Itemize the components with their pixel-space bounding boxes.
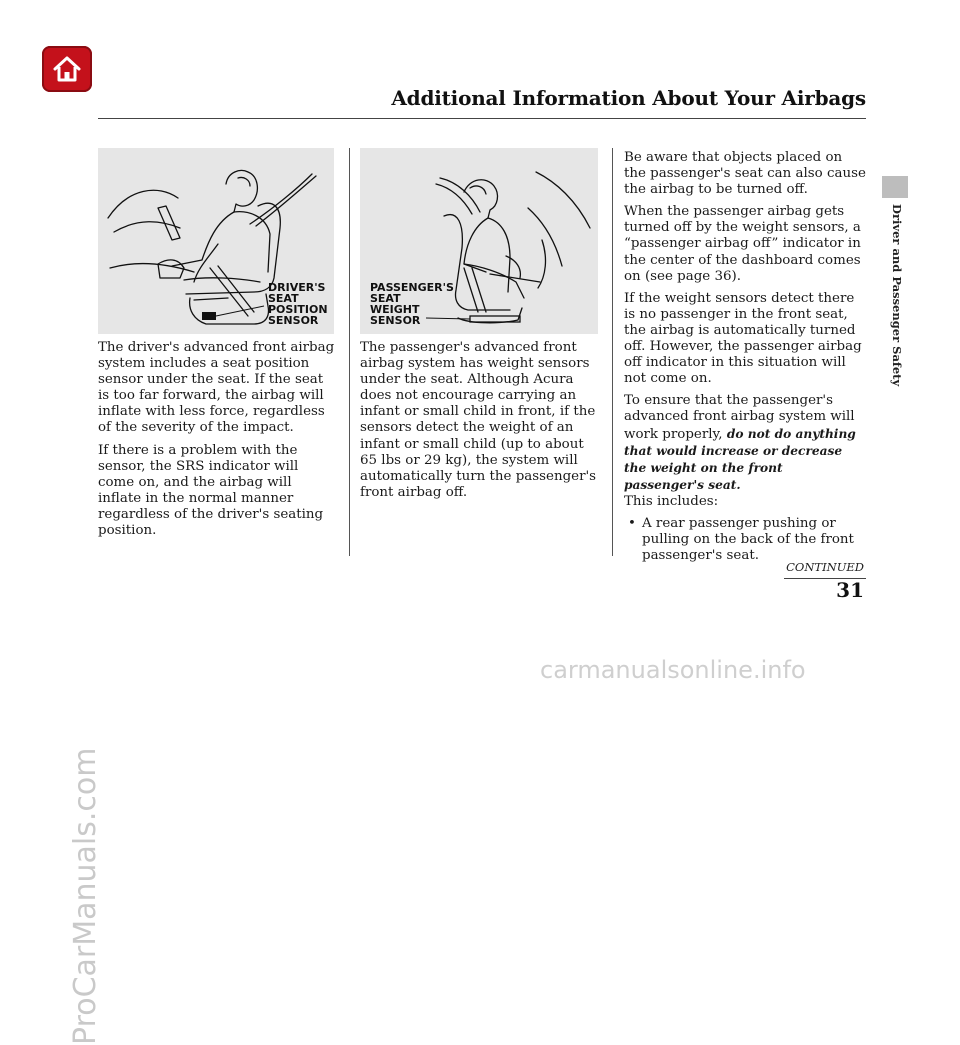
paragraph: If the weight sensors detect there is no passenger in the front seat, the airbag is automatically turned off. However, the passenger airbag off indicator in this situation will not come on. [624,290,862,387]
paragraph: The passenger's advanced front airbag system has weight sensors under the seat. Although Acura does not encourage carrying an infant or small child in front, if the sensors detect the weight of an infant or small child (up to about 65 lbs or 29 kg), the system will automatically turn the passenger's front airbag off. [360,340,597,500]
paragraph: Be aware that objects placed on the passenger's seat can also cause the airbag to be turned off. [624,150,866,198]
page-title: Additional Information About Your Airbags [391,86,866,110]
paragraph-lead: To ensure that the passenger's advanced front airbag system will work properly, [624,393,855,442]
paragraph [624,393,866,510]
paragraph: If there is a problem with the sensor, the SRS indicator will come on, and the airbag will inflate in the normal manner regardless of the driver's seating position. [98,442,324,539]
column-1-text [98,340,336,545]
page-number: 31 [836,578,864,602]
home-icon [52,54,82,84]
home-button[interactable] [42,46,92,92]
watermark-bottom: carmanualsonline.info [540,656,806,684]
driver-sensor-callout: DRIVER'S SEAT POSITION SENSOR [268,281,328,327]
passenger-sensor-callout: PASSENGER'S SEAT WEIGHT SENSOR [370,281,454,327]
watermark-left: ProCarManuals.com [68,747,103,1045]
header-rule [98,118,866,119]
column-3-text [624,150,866,570]
emphasis-text: do not do anything that would increase or decrease the weight on the front passenger's seat. [624,426,856,492]
section-tab-label: Driver and Passenger Safety [890,204,904,387]
column-divider [349,148,350,556]
column-divider [612,148,613,556]
paragraph-tail: This includes: [624,493,719,509]
section-tab-marker[interactable] [882,176,908,198]
paragraph: When the passenger airbag gets turned off by the weight sensors, a “passenger airbag off” indicator in the center of the dashboard comes on (see page 36). [624,204,861,284]
list-item: • A rear passenger pushing or pulling on the back of the front passenger's seat. [624,516,866,564]
paragraph: The driver's advanced front airbag system includes a seat position sensor under the seat. If the seat is too far forward, the airbag will inflate with less force, regardless of the severity of the impact. [98,340,335,436]
column-2-text [360,340,602,507]
continued-label: CONTINUED [786,560,864,574]
